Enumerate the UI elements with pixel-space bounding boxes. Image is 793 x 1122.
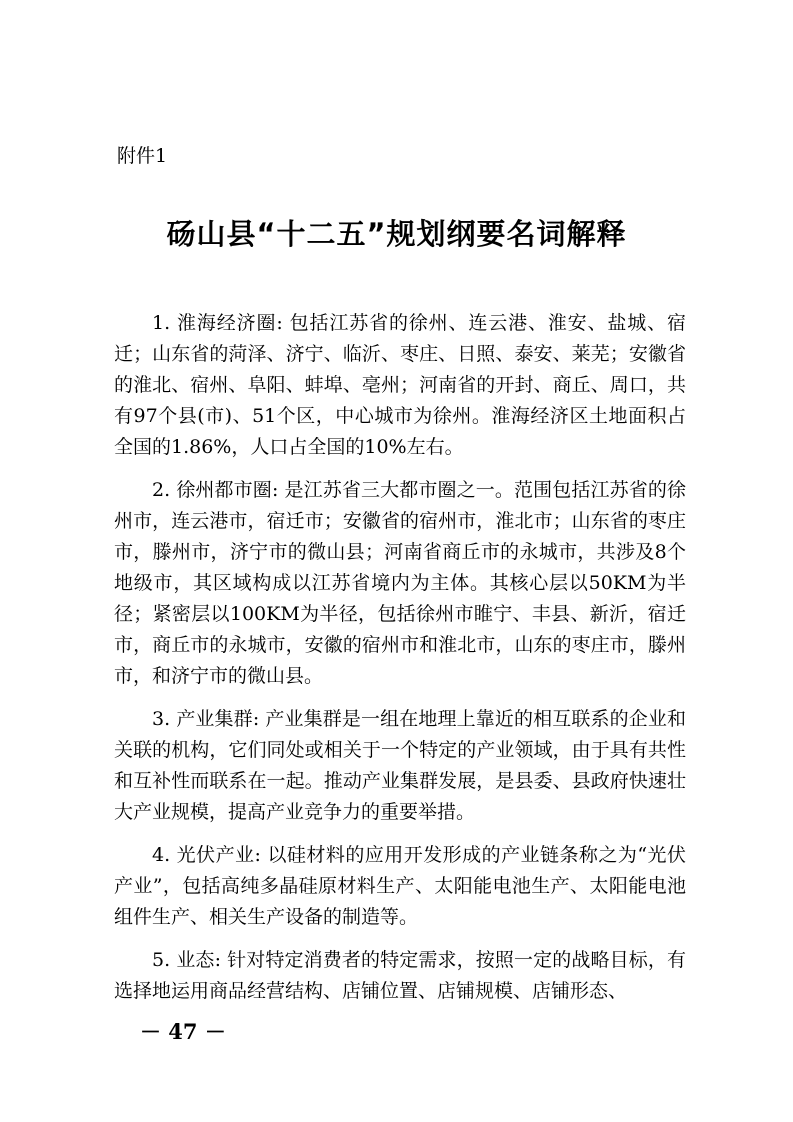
entry-number: 2. <box>152 479 171 501</box>
entry-term: 淮海经济圈 <box>177 312 277 334</box>
entry-text: 产业集群是一组在地理上靠近的相互联系的企业和关联的机构，它们同处或相关于一个特定的产业领域，由于具有共性和互补性而联系在一起。推动产业集群发展，是县委、县政府快速壮大产业规模，提高产业竞争力的重要举措。 <box>114 708 686 823</box>
entry-term: 徐州都市圈 <box>176 479 272 501</box>
entry-number: 4. <box>152 844 171 866</box>
document-body <box>114 308 686 1007</box>
term-separator: : <box>276 312 290 334</box>
term-separator: : <box>214 949 228 971</box>
page-number: － 47 － <box>140 1019 226 1044</box>
entry-paragraph <box>114 308 686 463</box>
entry-text: 是江苏省三大都市圈之一。范围包括江苏省的徐州市，连云港市，宿迁市；安徽省的宿州市，淮北市；山东省的枣庄市，滕州市，济宁市的微山县；河南省商丘市的永城市，共涉及8个地级市，其区域构成以江苏省境内为主体。其核心层以50KM为半径；紧密层以100KM为半径，包括徐州市睢宁、丰县、新沂，宿迁市，商丘市的永城市，安徽的宿州市和淮北市，山东的枣庄市，滕州市，和济宁市的微山县。 <box>114 479 686 687</box>
entry-term: 业态 <box>176 949 215 971</box>
term-separator: : <box>254 844 268 866</box>
entry-text: 以硅材料的应用开发形成的产业链条称之为“光伏产业”，包括高纯多晶硅原材料生产、太阳能电池生产、太阳能电池组件生产、相关生产设备的制造等。 <box>114 844 686 928</box>
entry-number: 5. <box>152 949 171 971</box>
attachment-label: 附件1 <box>117 145 168 167</box>
entry-text: 包括江苏省的徐州、连云港、淮安、盐城、宿迁；山东省的菏泽、济宁、临沂、枣庄、日照、泰安、莱芜；安徽省的淮北、宿州、阜阳、蚌埠、亳州；河南省的开封、商丘、周口，共有97个县(市)、51个区，中心城市为徐州。淮海经济区土地面积占全国的1.86%，人口占全国的10%左右。 <box>114 312 686 458</box>
entry-paragraph <box>114 475 686 692</box>
entry-term: 光伏产业 <box>176 844 255 866</box>
term-separator: : <box>271 479 285 501</box>
page-title: 砀山县“十二五”规划纲要名词解释 <box>166 217 627 251</box>
entry-paragraph <box>114 945 686 1007</box>
entry-text: 针对特定消费者的特定需求，按照一定的战略目标，有选择地运用商品经营结构、店铺位置、店铺规模、店铺形态、 <box>114 949 686 1002</box>
entry-paragraph <box>114 704 686 828</box>
entry-term: 产业集群 <box>176 708 253 730</box>
entry-number: 3. <box>152 708 171 730</box>
term-separator: : <box>252 708 266 730</box>
entry-paragraph <box>114 840 686 933</box>
entry-number: 1. <box>152 312 171 334</box>
